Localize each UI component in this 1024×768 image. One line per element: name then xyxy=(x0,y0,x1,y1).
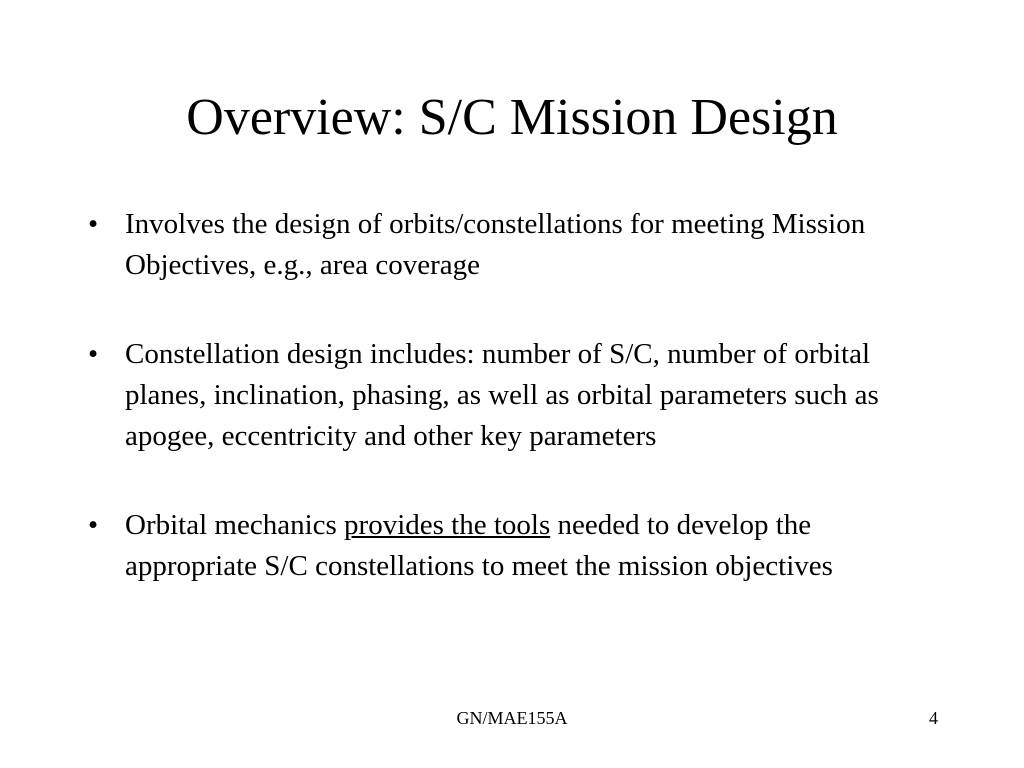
bullet-item xyxy=(88,334,945,457)
bullet-marker: • xyxy=(88,208,99,240)
bullet-marker: • xyxy=(88,338,99,370)
bullet-marker: • xyxy=(88,509,99,541)
bullet-item xyxy=(88,505,945,587)
bullet-text-after: needed to develop the appropriate S/C constellations to meet the mission objectives xyxy=(125,509,833,582)
bullet-text-underlined: provides the tools xyxy=(344,509,551,541)
bullet-text: Constellation design includes: number of S/C, number of orbital planes, inclination, phasing, as well as orbital parameters such as apogee, eccentricity and other key parameters xyxy=(125,338,879,452)
slide-title: Overview: S/C Mission Design xyxy=(186,89,838,146)
bullet-item xyxy=(88,204,945,286)
footer-page-number: 4 xyxy=(929,708,938,728)
bullet-text-before: Orbital mechanics xyxy=(125,509,345,541)
bullet-list xyxy=(88,204,945,635)
footer-course-label: GN/MAE155A xyxy=(456,708,568,728)
bullet-text: Involves the design of orbits/constellations for meeting Mission Objectives, e.g., area coverage xyxy=(125,208,866,281)
